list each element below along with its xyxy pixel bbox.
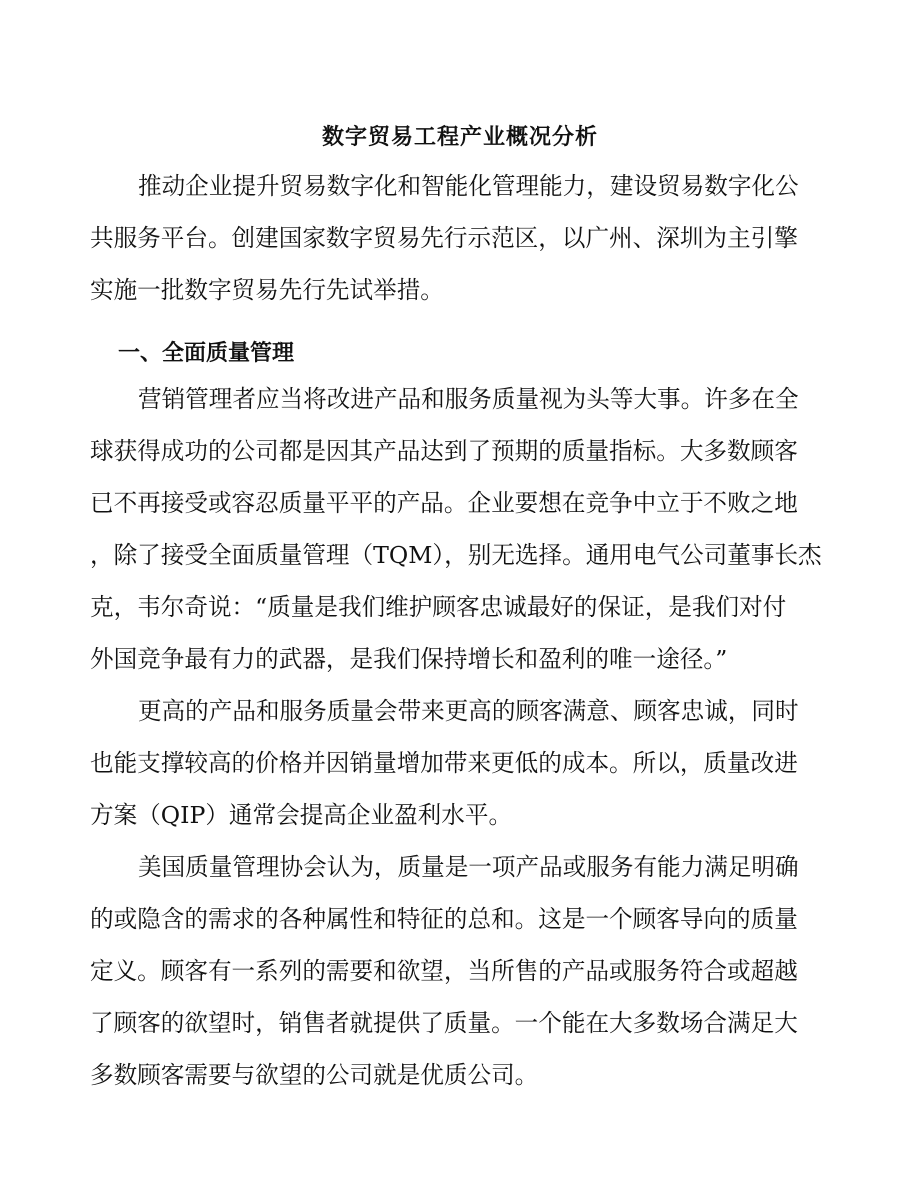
paragraph-line: 的或隐含的需求的各种属性和特征的总和。这是一个顾客导向的质量 bbox=[90, 905, 798, 933]
paragraph-line: 也能支撑较高的价格并因销量增加带来更低的成本。所以，质量改进 bbox=[90, 749, 798, 777]
quality-definition-paragraph bbox=[90, 841, 820, 1101]
paragraph-line: ，除了接受全面质量管理（TQM），别无选择。通用电气公司董事长杰 bbox=[90, 541, 822, 569]
paragraph-line: 已不再接受或容忍质量平平的产品。企业要想在竞争中立于不败之地 bbox=[90, 489, 798, 517]
paragraph-line: 多数顾客需要与欲望的公司就是优质公司。 bbox=[90, 1061, 539, 1089]
paragraph-line: 外国竞争最有力的武器，是我们保持增长和盈利的唯一途径。” bbox=[90, 645, 728, 673]
section-heading: 一、全面质量管理 bbox=[118, 341, 295, 366]
quality-management-paragraph bbox=[90, 373, 820, 685]
paragraph-line: 更高的产品和服务质量会带来更高的顾客满意、顾客忠诚，同时 bbox=[138, 697, 799, 725]
paragraph-line: 定义。顾客有一系列的需要和欲望，当所售的产品或服务符合或超越 bbox=[90, 957, 798, 985]
paragraph-line: 了顾客的欲望时，销售者就提供了质量。一个能在大多数场合满足大 bbox=[90, 1009, 798, 1037]
quality-benefit-paragraph bbox=[90, 685, 820, 841]
paragraph-line: 克，韦尔奇说：“质量是我们维护顾客忠诚最好的保证，是我们对付 bbox=[90, 593, 787, 621]
paragraph-line: 球获得成功的公司都是因其产品达到了预期的质量指标。大多数顾客 bbox=[90, 437, 798, 465]
paragraph-line: 共服务平台。创建国家数字贸易先行示范区，以广州、深圳为主引擎 bbox=[90, 224, 798, 252]
intro-paragraph bbox=[90, 160, 820, 316]
paragraph-line: 美国质量管理协会认为，质量是一项产品或服务有能力满足明确 bbox=[138, 853, 799, 881]
document-title: 数字贸易工程产业概况分析 bbox=[321, 125, 598, 150]
paragraph-line: 方案（QIP）通常会提高企业盈利水平。 bbox=[90, 801, 513, 829]
paragraph-line: 营销管理者应当将改进产品和服务质量视为头等大事。许多在全 bbox=[138, 385, 799, 413]
paragraph-line: 实施一批数字贸易先行先试举措。 bbox=[90, 276, 444, 304]
paragraph-line: 推动企业提升贸易数字化和智能化管理能力，建设贸易数字化公 bbox=[138, 172, 799, 200]
